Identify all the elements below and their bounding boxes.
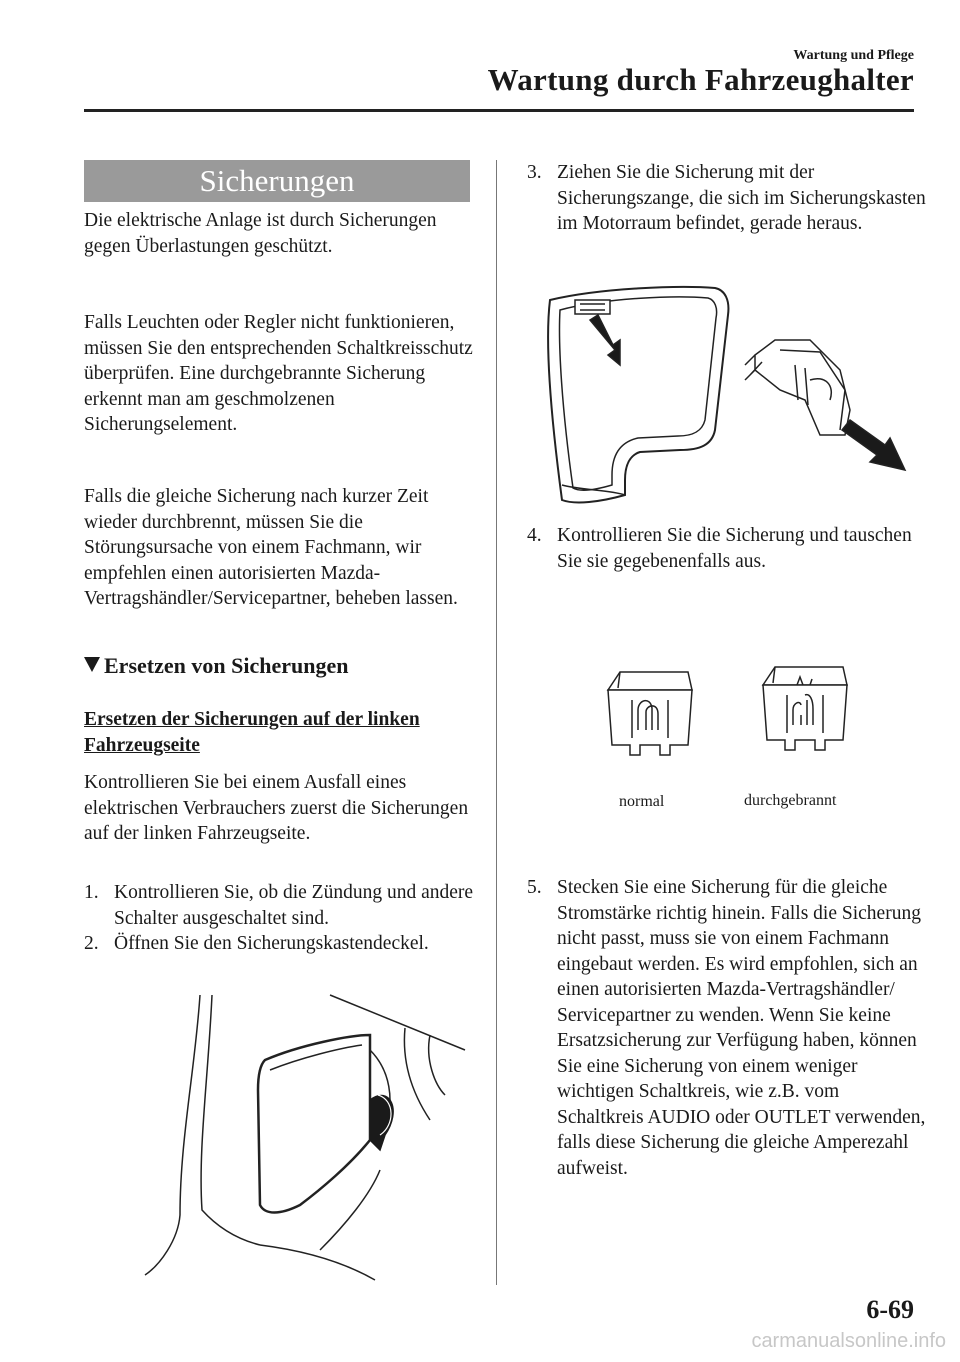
step-5 (527, 875, 927, 1181)
right-step-3 (527, 160, 927, 237)
section-title: Sicherungen (84, 160, 470, 202)
chapter-label: Wartung und Pflege (793, 48, 914, 63)
sub-subheading: Ersetzen der Sicherungen auf der linken Fahrzeugseite (84, 709, 420, 756)
caption-normal: normal (619, 793, 665, 810)
left-side-paragraph: Kontrollieren Sie bei einem Ausfall eines elektrischen Verbrauchers zuerst die Sicherungen auf der linken Fahrzeugseite. (84, 772, 469, 844)
step-text: Kontrollieren Sie, ob die Zündung und andere Schalter ausgeschaltet sind. (114, 882, 474, 929)
intro-paragraph: Die elektrische Anlage ist durch Sicherungen gegen Überlastungen geschützt. (84, 210, 437, 257)
step-number: 5. (527, 877, 542, 898)
step-text: Kontrollieren Sie die Sicherung und tauschen Sie sie gegebenenfalls aus. (557, 525, 912, 572)
subheading (84, 653, 474, 679)
step-text: Ziehen Sie die Sicherung mit der Sicherungszange, die sich im Sicherungskasten im Motorraum befindet, gerade heraus. (557, 162, 926, 234)
fuse-puller-illustration (540, 280, 920, 515)
step-2 (84, 931, 474, 957)
step-number: 2. (84, 933, 99, 954)
right-step-5 (527, 875, 927, 1181)
step-number: 4. (527, 525, 542, 546)
triangle-bullet-icon (84, 657, 100, 672)
fuse-box-cover-illustration (140, 990, 480, 1285)
check-paragraph: Falls Leuchten oder Regler nicht funktionieren, müssen Sie den entsprechenden Schaltkreisschutz überprüfen. Eine durchgebrannte Sicherung erkennt man am geschmolzenen Sicherungselement. (84, 312, 473, 435)
caption-blown: durchgebrannt (744, 792, 837, 809)
step-3 (527, 160, 927, 237)
repeat-failure-paragraph: Falls die gleiche Sicherung nach kurzer Zeit wieder durchbrennt, müssen Sie die Störungsursache von einem Fachmann, wir empfehlen einen autorisierten Mazda-Vertragshändler/Servicepartner, beheben lassen. (84, 486, 458, 609)
step-text: Öffnen Sie den Sicherungskastendeckel. (114, 933, 429, 954)
right-step-4 (527, 523, 927, 574)
normal-fuse-icon (608, 672, 692, 755)
step-number: 1. (84, 882, 99, 903)
watermark-url: carmanualsonline.info (751, 1330, 946, 1352)
step-1 (84, 880, 474, 931)
header-rule (84, 109, 914, 112)
step-number: 3. (527, 162, 542, 183)
step-4 (527, 523, 927, 574)
subheading-text: Ersetzen von Sicherungen (104, 653, 349, 678)
column-divider (496, 160, 497, 1285)
blown-fuse-icon (763, 667, 847, 750)
step-text: Stecken Sie eine Sicherung für die gleiche Stromstärke richtig hinein. Falls die Sicherung nicht passt, muss sie von einem Fachmann eingebaut werden. Es wird empfohlen, sich an einen autorisierten Mazda-Vertragshändler/ Servicepartner zu wenden. Wenn Sie keine Ersatzsicherung zur Verfügung haben, können Sie eine Sicherung von einem weniger wichtigen Schaltkreis, wie z.B. vom Schaltkreis AUDIO oder OUTLET verwenden, falls diese Sicherung die gleiche Amperezahl aufweist. (557, 877, 926, 1179)
fuse-comparison-illustration (600, 660, 860, 770)
page-title: Wartung durch Fahrzeughalter (487, 62, 914, 97)
page-number: 6-69 (866, 1295, 914, 1324)
left-steps (84, 880, 474, 957)
